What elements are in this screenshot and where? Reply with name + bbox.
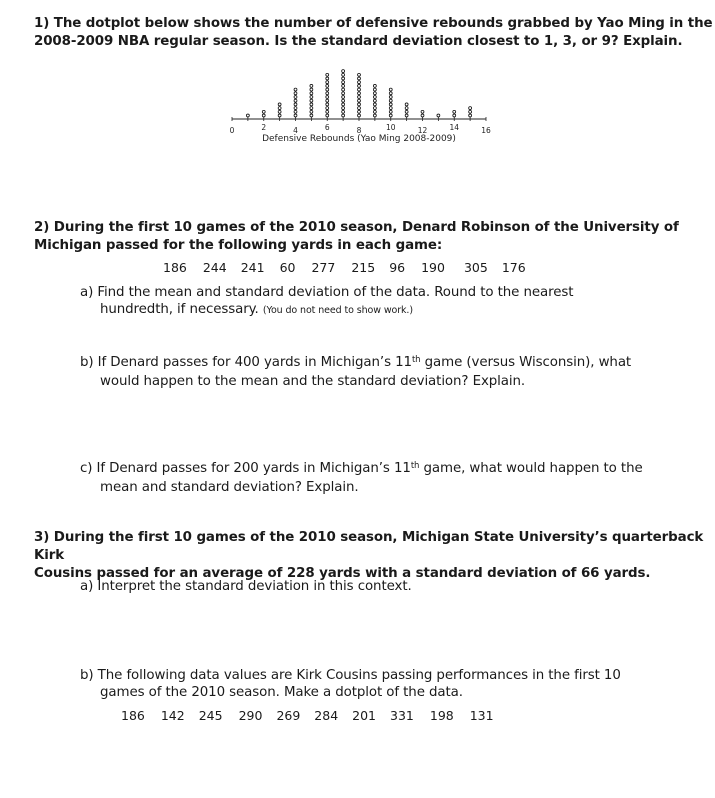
dot: [326, 92, 329, 95]
dot: [294, 99, 297, 102]
dot: [294, 114, 297, 117]
q2-part-c: [80, 460, 643, 496]
dot: [389, 110, 392, 113]
q2-data-value: 96: [389, 260, 406, 275]
dot: [326, 103, 329, 106]
dot: [373, 84, 376, 87]
dot: [437, 114, 440, 117]
dot: [358, 73, 361, 76]
q2-data-value: 190: [421, 260, 445, 275]
dot: [326, 73, 329, 76]
dot: [358, 103, 361, 106]
dot: [310, 92, 313, 95]
dot: [342, 77, 345, 80]
dot: [453, 110, 456, 113]
q2-part-a-line1: a) Find the mean and standard deviation of the data. Round to the nearest: [80, 285, 574, 300]
q2-part-a-note: (You do not need to show work.): [262, 305, 413, 316]
dot: [373, 99, 376, 102]
q2-part-c-sup: th: [410, 461, 420, 471]
q3-part-b: [80, 667, 621, 701]
q3-prompt: [34, 529, 715, 583]
q2-data-values: [163, 260, 526, 275]
dot: [373, 103, 376, 106]
dot: [373, 107, 376, 110]
dot: [294, 96, 297, 99]
x-axis-label: Defensive Rebounds (Yao Ming 2008-2009): [262, 134, 456, 144]
q3-part-b-line1: b) The following data values are Kirk Cousins passing performances in the first 10: [80, 668, 621, 683]
dot: [342, 70, 345, 73]
dot: [342, 92, 345, 95]
dot: [469, 110, 472, 113]
dot: [310, 114, 313, 117]
q3-prompt-line2: Cousins passed for an average of 228 yards with a standard deviation of 66 yards.: [34, 566, 651, 581]
dot: [358, 99, 361, 102]
q3-part-a: a) Interpret the standard deviation in this context.: [80, 579, 412, 594]
q2-data-value: 244: [202, 260, 227, 275]
dot: [373, 96, 376, 99]
dot: [294, 88, 297, 91]
dot: [294, 110, 297, 113]
dot: [358, 88, 361, 91]
x-tick-label: 0: [229, 126, 235, 135]
dot: [358, 114, 361, 117]
q2-part-a-line2: [80, 301, 573, 319]
q3-prompt-line1: 3) During the first 10 games of the 2010 season, Michigan State University’s quarterback Kirk: [34, 530, 704, 563]
dot: [421, 114, 424, 117]
dot: [278, 107, 281, 110]
dot: [342, 88, 345, 91]
q2-data-value: 277: [311, 260, 336, 275]
dot: [389, 99, 392, 102]
dot: [342, 114, 345, 117]
q3-data-value: 245: [198, 708, 223, 723]
q3-data-value: 186: [121, 708, 145, 723]
dot: [469, 114, 472, 117]
dot: [326, 99, 329, 102]
q2-part-b-line1: [80, 354, 631, 373]
x-tick-label: 12: [417, 126, 428, 135]
dot: [326, 77, 329, 80]
q1-prompt-line1: 1) The dotplot below shows the number of defensive rebounds grabbed by Yao Ming in the: [34, 16, 713, 31]
dot: [326, 84, 329, 87]
rebounds-dotplot: [220, 62, 500, 152]
dot: [326, 88, 329, 91]
x-tick-label: 4: [293, 126, 298, 135]
dot: [469, 107, 472, 110]
dot: [310, 107, 313, 110]
dot: [342, 73, 345, 76]
dot: [405, 114, 408, 117]
dot: [405, 103, 408, 106]
dot: [358, 110, 361, 113]
q2-data-value: 60: [279, 260, 296, 275]
dot: [342, 99, 345, 102]
x-tick-label: 10: [385, 123, 396, 132]
q1-prompt-line2: 2008-2009 NBA regular season. Is the standard deviation closest to 1, 3, or 9? Explain.: [34, 34, 683, 49]
q3-data-value: 131: [469, 708, 494, 723]
x-tick-label: 16: [481, 126, 491, 135]
dot: [246, 114, 249, 117]
dot: [342, 103, 345, 106]
dot: [453, 114, 456, 117]
dot: [294, 107, 297, 110]
q1-prompt: [34, 15, 713, 51]
dot: [358, 84, 361, 87]
q3-data-value: 142: [160, 708, 185, 723]
dot: [326, 107, 329, 110]
dot: [294, 103, 297, 106]
dot: [389, 96, 392, 99]
q2-part-c-line1: [80, 460, 643, 479]
dot: [342, 96, 345, 99]
dot: [310, 84, 313, 87]
x-tick-label: 6: [324, 123, 330, 132]
q3-data-values: [121, 708, 494, 723]
dot: [389, 92, 392, 95]
x-tick-label: 2: [261, 123, 267, 132]
q3-data-value: 331: [390, 708, 414, 723]
dot: [358, 92, 361, 95]
dot: [389, 114, 392, 117]
dot: [373, 92, 376, 95]
dot: [342, 110, 345, 113]
dot: [389, 88, 392, 91]
dot: [262, 110, 265, 113]
dot: [373, 114, 376, 117]
q2-part-a-line2-text: hundredth, if necessary.: [100, 302, 259, 317]
q2-part-c-line1-pre: c) If Denard passes for 200 yards in Michigan’s 11: [80, 461, 411, 476]
q2-data-value: 305: [463, 260, 488, 275]
dot: [358, 107, 361, 110]
dot: [262, 114, 265, 117]
dot: [310, 99, 313, 102]
dot: [310, 88, 313, 91]
dot: [278, 110, 281, 113]
dot: [278, 114, 281, 117]
dot: [358, 96, 361, 99]
x-tick-label: 14: [449, 123, 460, 132]
q2-data-value: 215: [351, 260, 376, 275]
q2-part-b-line1-pre: b) If Denard passes for 400 yards in Michigan’s 11: [80, 355, 412, 370]
dot: [405, 110, 408, 113]
q2-part-c-line1-post: game, what would happen to the: [419, 461, 643, 476]
q2-part-b: [80, 354, 631, 390]
q2-part-a: [80, 284, 573, 319]
q2-part-b-line1-post: game (versus Wisconsin), what: [420, 355, 632, 370]
dot: [373, 110, 376, 113]
dot: [326, 96, 329, 99]
q2-data-value: 176: [501, 260, 526, 275]
q3-part-b-line2: games of the 2010 season. Make a dotplot of the data.: [100, 685, 463, 700]
dot: [389, 103, 392, 106]
dot: [342, 84, 345, 87]
dot: [405, 107, 408, 110]
q3-data-value: 269: [276, 708, 301, 723]
dot: [310, 103, 313, 106]
dot: [310, 110, 313, 113]
dot: [373, 88, 376, 91]
q2-prompt-line2: Michigan passed for the following yards in each game:: [34, 238, 443, 253]
dot: [310, 96, 313, 99]
dot: [294, 92, 297, 95]
dot: [326, 114, 329, 117]
dot: [342, 107, 345, 110]
q3-data-value: 284: [314, 708, 339, 723]
dot: [278, 103, 281, 106]
q2-prompt-line1: 2) During the first 10 games of the 2010 season, Denard Robinson of the University of: [34, 220, 679, 235]
x-tick-label: 8: [356, 126, 362, 135]
dot: [342, 81, 345, 84]
dot: [326, 110, 329, 113]
q3-data-value: 290: [238, 708, 263, 723]
q2-data-value: 186: [163, 260, 187, 275]
dot: [421, 110, 424, 113]
q2-data-value: 241: [240, 260, 265, 275]
dot: [326, 81, 329, 84]
dot: [358, 81, 361, 84]
q2-part-b-line2: would happen to the mean and the standard deviation? Explain.: [100, 374, 526, 389]
q2-part-c-line2: mean and standard deviation? Explain.: [100, 480, 359, 495]
dot: [358, 77, 361, 80]
q2-part-b-sup: th: [411, 355, 421, 365]
dot: [389, 107, 392, 110]
q3-data-value: 201: [352, 708, 377, 723]
q3-data-value: 198: [429, 708, 454, 723]
q2-prompt: [34, 219, 679, 255]
